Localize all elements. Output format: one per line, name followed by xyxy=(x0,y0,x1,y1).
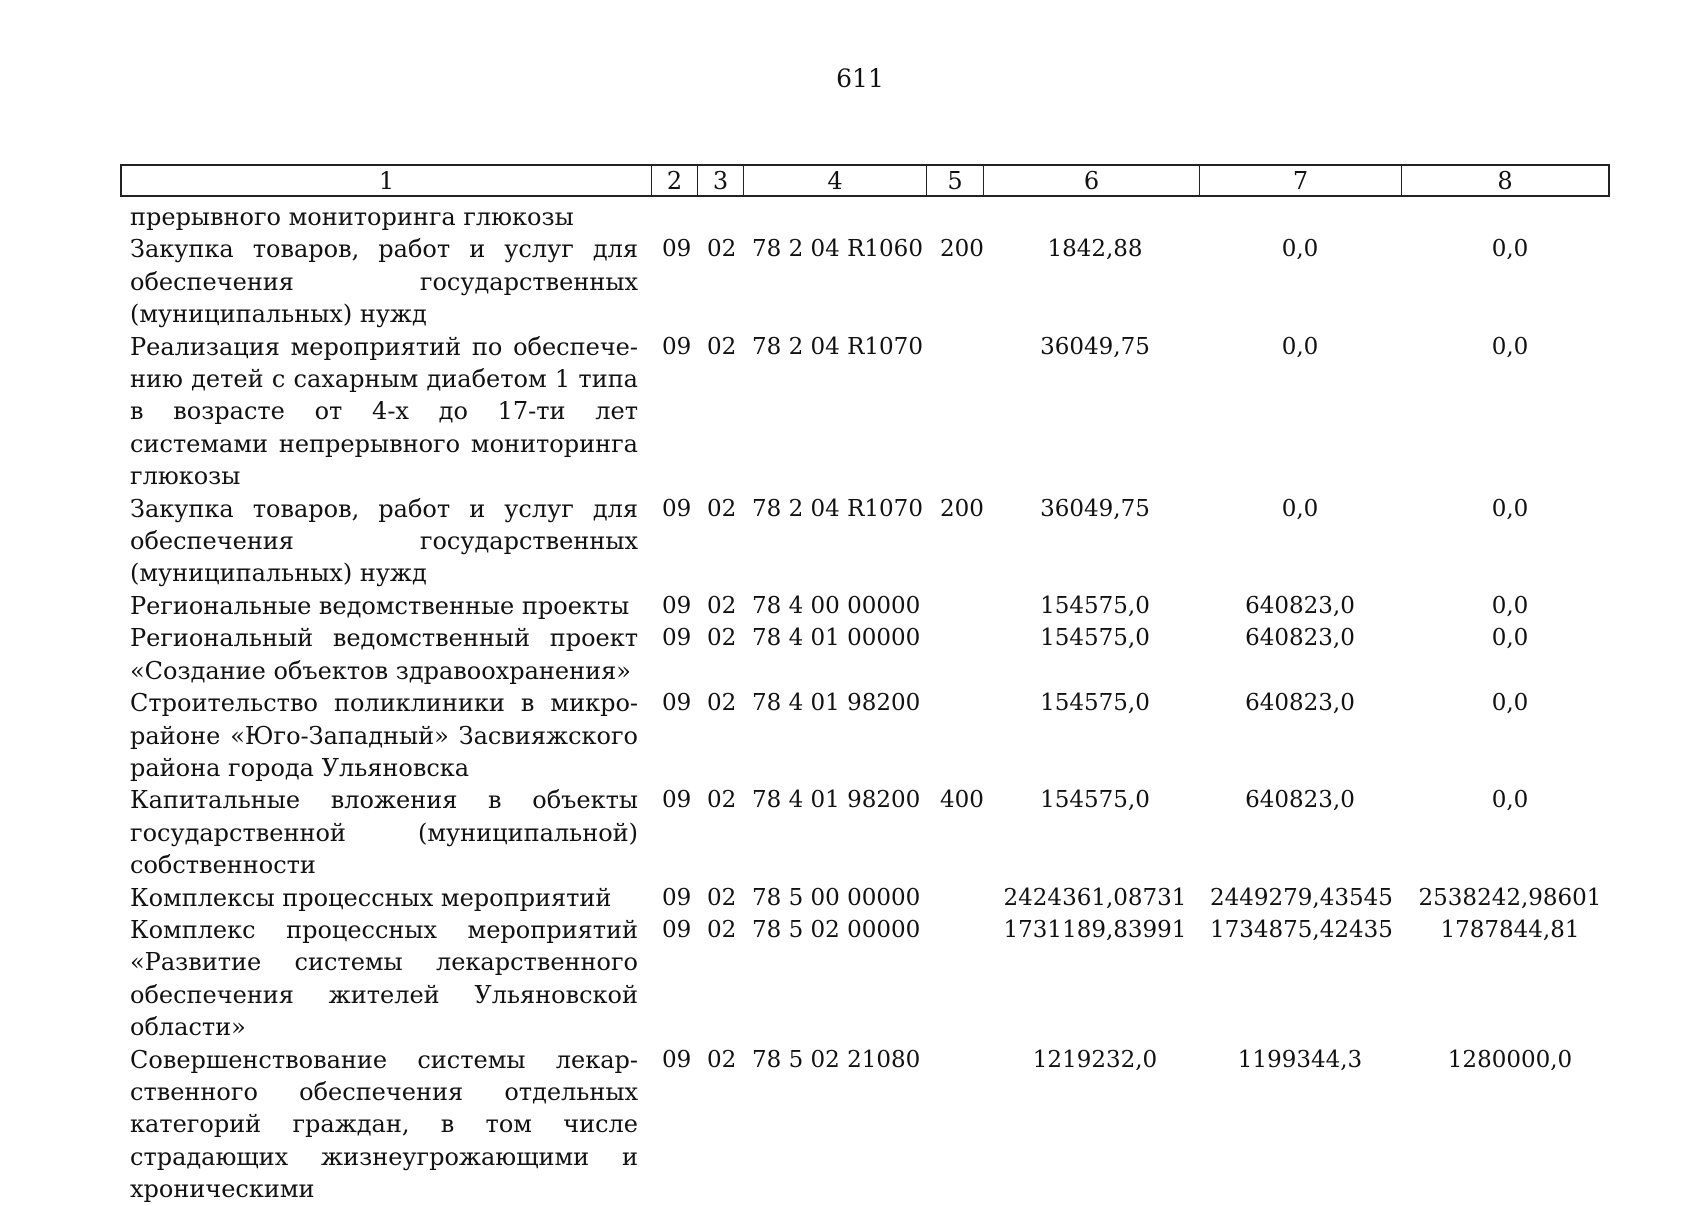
header-col-2: 2 xyxy=(652,166,698,195)
row-cell-col-3: 02 xyxy=(707,625,737,652)
row-cell-col-5: 400 xyxy=(940,787,984,814)
header-col-7: 7 xyxy=(1200,166,1402,195)
row-cell-col-8: 0,0 xyxy=(1491,592,1529,619)
row-cell-col-8: 1787844,81 xyxy=(1440,916,1580,943)
row-cell-col-4: 78 4 01 98200 xyxy=(752,787,921,814)
row-cell-col-6: 1219232,0 xyxy=(1032,1046,1158,1073)
row-cell-col-4: 78 4 01 00000 xyxy=(752,625,921,652)
table-row xyxy=(0,590,1698,622)
row-cell-col-2: 09 xyxy=(662,1046,692,1073)
row-cell-col-4: 78 4 00 00000 xyxy=(752,592,921,619)
row-cell-col-7: 640823,0 xyxy=(1245,625,1355,652)
row-cell-col-3: 02 xyxy=(707,787,737,814)
row-cell-col-6: 1731189,83991 xyxy=(1003,916,1187,943)
table-row xyxy=(0,882,1698,914)
row-cell-col-8: 1280000,0 xyxy=(1447,1046,1573,1073)
row-cell-col-8: 0,0 xyxy=(1491,787,1529,814)
table-row xyxy=(0,622,1698,687)
row-cell-col-6: 154575,0 xyxy=(1040,592,1150,619)
row-cell-col-7: 2449279,43545 xyxy=(1210,884,1393,911)
table-row xyxy=(0,914,1698,1044)
table-row xyxy=(0,784,1698,881)
row-cell-col-5: 200 xyxy=(940,236,984,263)
row-cell-col-3: 02 xyxy=(707,1046,737,1073)
row-cell-col-5: 200 xyxy=(940,495,984,522)
header-col-5: 5 xyxy=(927,166,984,195)
row-cell-col-8: 2538242,98601 xyxy=(1418,884,1602,911)
row-cell-col-6: 1842,88 xyxy=(1047,236,1143,263)
row-cell-col-4: 78 2 04 R1070 xyxy=(752,495,923,522)
row-description: прерывного мониторинга глюкозы xyxy=(130,203,574,231)
row-cell-col-8: 0,0 xyxy=(1491,625,1529,652)
page-number: 611 xyxy=(836,64,884,93)
row-cell-col-2: 09 xyxy=(662,495,692,522)
row-cell-col-2: 09 xyxy=(662,333,692,360)
row-cell-col-6: 154575,0 xyxy=(1040,625,1150,652)
row-description: Закупка товаров, работ и услуг для обеспечения государственных (муниципальных) нужд xyxy=(130,494,638,588)
table-row xyxy=(0,493,1698,590)
row-cell-col-2: 09 xyxy=(662,625,692,652)
row-cell-col-6: 36049,75 xyxy=(1040,333,1150,360)
row-cell-col-2: 09 xyxy=(662,884,692,911)
row-cell-col-7: 0,0 xyxy=(1281,495,1319,522)
table-row xyxy=(0,1044,1698,1206)
row-cell-col-4: 78 5 02 21080 xyxy=(752,1046,921,1073)
row-description: Совершенствование системы лекарственного обеспечения отдельных категорий граждан, в том числе страдающих жизнеугрожающими и хроническими xyxy=(130,1045,638,1204)
row-cell-col-3: 02 xyxy=(707,236,737,263)
table-row xyxy=(0,331,1698,493)
row-cell-col-7: 0,0 xyxy=(1281,333,1319,360)
header-col-6: 6 xyxy=(984,166,1200,195)
row-cell-col-3: 02 xyxy=(707,333,737,360)
row-cell-col-4: 78 4 01 98200 xyxy=(752,690,921,717)
row-cell-col-7: 0,0 xyxy=(1281,236,1319,263)
row-cell-col-7: 640823,0 xyxy=(1245,787,1355,814)
table-row xyxy=(0,233,1698,330)
row-description: Строительство поликлиники в микрорайоне «Юго-Западный» Засвияжского района города Ульяновска xyxy=(130,689,638,782)
row-cell-col-4: 78 5 00 00000 xyxy=(752,884,921,911)
row-cell-col-2: 09 xyxy=(662,236,692,263)
row-cell-col-6: 154575,0 xyxy=(1040,690,1150,717)
row-cell-col-6: 154575,0 xyxy=(1040,787,1150,814)
row-cell-col-8: 0,0 xyxy=(1491,690,1529,717)
row-description: Региональный ведомственный проект «Создание объектов здравоохранения» xyxy=(130,624,638,685)
table-row xyxy=(0,201,1698,233)
row-cell-col-3: 02 xyxy=(707,592,737,619)
table-row xyxy=(0,687,1698,784)
table-body xyxy=(0,201,1698,1206)
row-cell-col-6: 2424361,08731 xyxy=(1003,884,1187,911)
header-col-4: 4 xyxy=(744,166,927,195)
row-cell-col-8: 0,0 xyxy=(1491,236,1529,263)
row-description: Реализация мероприятий по обеспечению детей с сахарным диабетом 1 типа в возрасте от 4-х до 17-ти лет системами непрерывного мониторинга глюкозы xyxy=(130,332,638,491)
row-cell-col-3: 02 xyxy=(707,690,737,717)
row-cell-col-8: 0,0 xyxy=(1491,495,1529,522)
row-cell-col-2: 09 xyxy=(662,787,692,814)
row-cell-col-4: 78 2 04 R1060 xyxy=(752,236,923,263)
row-cell-col-3: 02 xyxy=(707,884,737,911)
row-cell-col-7: 1199344,3 xyxy=(1237,1046,1363,1073)
row-cell-col-4: 78 5 02 00000 xyxy=(752,916,921,943)
row-cell-col-2: 09 xyxy=(662,690,692,717)
row-description: Закупка товаров, работ и услуг для обеспечения государственных (муниципальных) нужд xyxy=(130,235,638,329)
row-cell-col-7: 640823,0 xyxy=(1245,690,1355,717)
header-col-8: 8 xyxy=(1497,166,1513,195)
row-cell-col-6: 36049,75 xyxy=(1040,495,1150,522)
row-cell-col-3: 02 xyxy=(707,916,737,943)
row-cell-col-7: 640823,0 xyxy=(1245,592,1355,619)
table-header xyxy=(120,164,1610,197)
row-cell-col-2: 09 xyxy=(662,592,692,619)
row-cell-col-2: 09 xyxy=(662,916,692,943)
row-description: Комплекс процессных мероприятий «Развитие системы лекарственного обеспечения жителей Ульяновской области» xyxy=(130,915,638,1042)
row-cell-col-8: 0,0 xyxy=(1491,333,1529,360)
row-description: Комплексы процессных мероприятий xyxy=(130,883,612,912)
row-cell-col-7: 1734875,42435 xyxy=(1210,916,1393,943)
row-description: Капитальные вложения в объекты государственной (муниципальной) собственности xyxy=(130,786,638,880)
row-cell-col-4: 78 2 04 R1070 xyxy=(752,333,923,360)
header-col-1: 1 xyxy=(122,166,652,195)
header-col-3: 3 xyxy=(698,166,744,195)
row-description: Региональные ведомственные проекты xyxy=(130,591,630,620)
row-cell-col-3: 02 xyxy=(707,495,737,522)
